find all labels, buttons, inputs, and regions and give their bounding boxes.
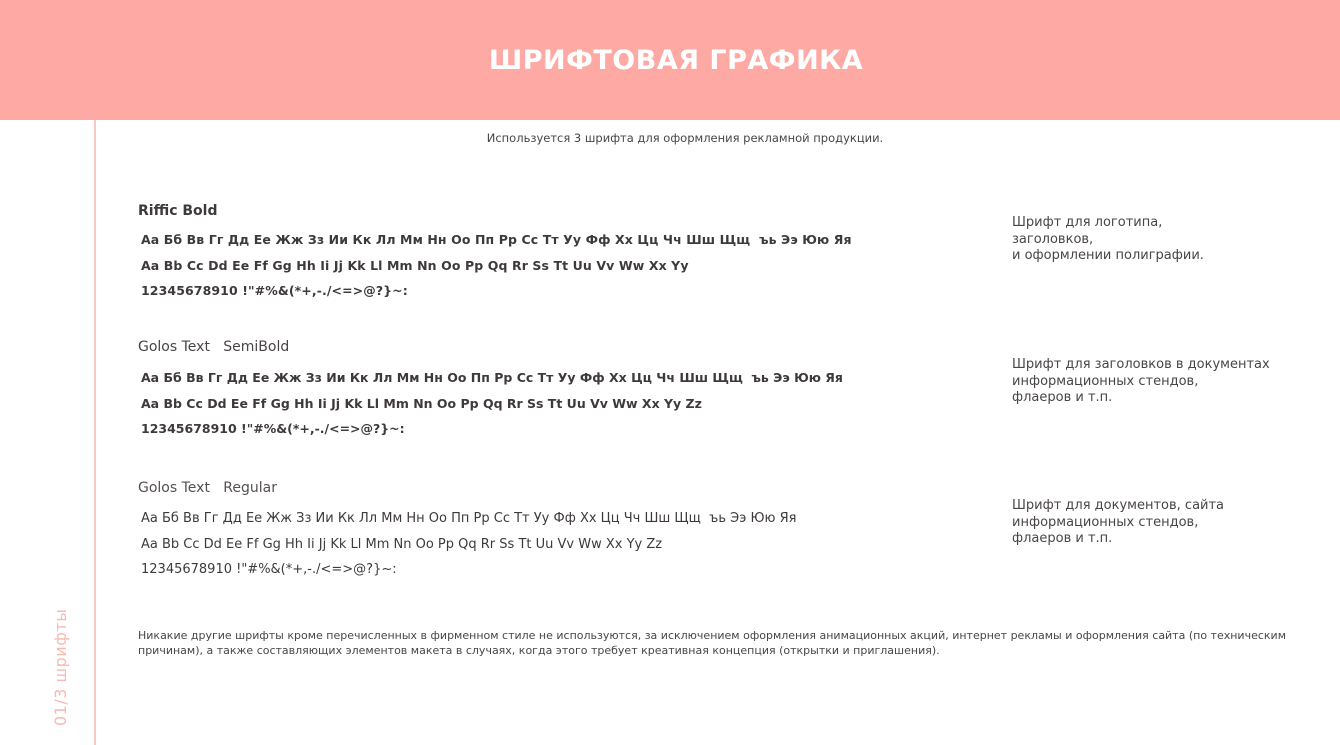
cyrillic-alphabet-line: Аа Бб Вв Гг Дд Ее Жж Зз Ии Кк Лл Мм Нн Оо Пп Рр Сс Тт Уу Фф Хх Цц Чч Шш Щщ ъь Ээ Юю Яя: [141, 370, 843, 385]
font-description-golos-regular: Шрифт для документов, сайта информационных стендов, флаеров и т.п.: [1012, 498, 1225, 546]
side-section-label: 01/3 шрифты: [51, 608, 70, 726]
font-specimen-golos-semibold: [138, 339, 843, 442]
font-name: Golos Text Regular: [138, 480, 277, 496]
usage-footnote: Никакие другие шрифты кроме перечисленных в фирменном стиле не используются, за исключением оформления анимационных акций, интернет рекламы и оформления сайта (по техническим причинам), а также составляющих элементов макета в случаях, когда этого требует креативная концепция (открытки и приглашения).: [138, 629, 1286, 657]
page-header: [0, 0, 1340, 120]
cyrillic-alphabet-line: Аа Бб Вв Гг Дд Ее Жж Зз Ии Кк Лл Мм Нн Оо Пп Рр Сс Тт Уу Фф Хх Цц Чч Шш Щщ ъь Ээ Юю Яя: [141, 511, 797, 526]
font-description-golos-semibold: Шрифт для заголовков в документах информационных стендов, флаеров и т.п.: [1012, 357, 1270, 405]
cyrillic-alphabet-line: Аа Бб Вв Гг Дд Ее Жж Зз Ии Кк Лл Мм Нн Оо Пп Рр Сс Тт Уу Фф Хх Цц Чч Шш Щщ ъь Ээ Юю Яя: [141, 232, 852, 247]
font-specimen-riffic-bold: [138, 203, 852, 304]
font-name: Riffic Bold: [138, 203, 218, 219]
page-title: ШРИФТОВАЯ ГРАФИКА: [488, 44, 864, 76]
latin-alphabet-line: Aa Bb Cc Dd Ee Ff Gg Hh Ii Jj Kk Ll Mm Nn Oo Pp Qq Rr Ss Tt Uu Vv Ww Xx Yy: [141, 257, 689, 273]
latin-alphabet-line: Aa Bb Cc Dd Ee Ff Gg Hh Ii Jj Kk Ll Mm Nn Oo Pp Qq Rr Ss Tt Uu Vv Ww Xx Yy Zz: [141, 395, 702, 411]
digits-symbols-line: 12345678910 !"#%&(*+,-./<=>@?}~:: [141, 421, 405, 436]
side-divider: [94, 120, 96, 745]
intro-text: Используется 3 шрифта для оформления рекламной продукции.: [486, 131, 884, 145]
digits-symbols-line: 12345678910 !"#%&(*+,-./<=>@?}~:: [141, 283, 408, 298]
digits-symbols-line: 12345678910 !"#%&(*+,-./<=>@?}~:: [141, 562, 397, 577]
font-specimen-golos-regular: [138, 480, 796, 583]
font-description-riffic-bold: Шрифт для логотипа, заголовков, и оформлении полиграфии.: [1012, 215, 1204, 263]
font-name: Golos Text SemiBold: [138, 339, 290, 355]
latin-alphabet-line: Aa Bb Cc Dd Ee Ff Gg Hh Ii Jj Kk Ll Mm Nn Oo Pp Qq Rr Ss Tt Uu Vv Ww Xx Yy Zz: [141, 536, 663, 552]
